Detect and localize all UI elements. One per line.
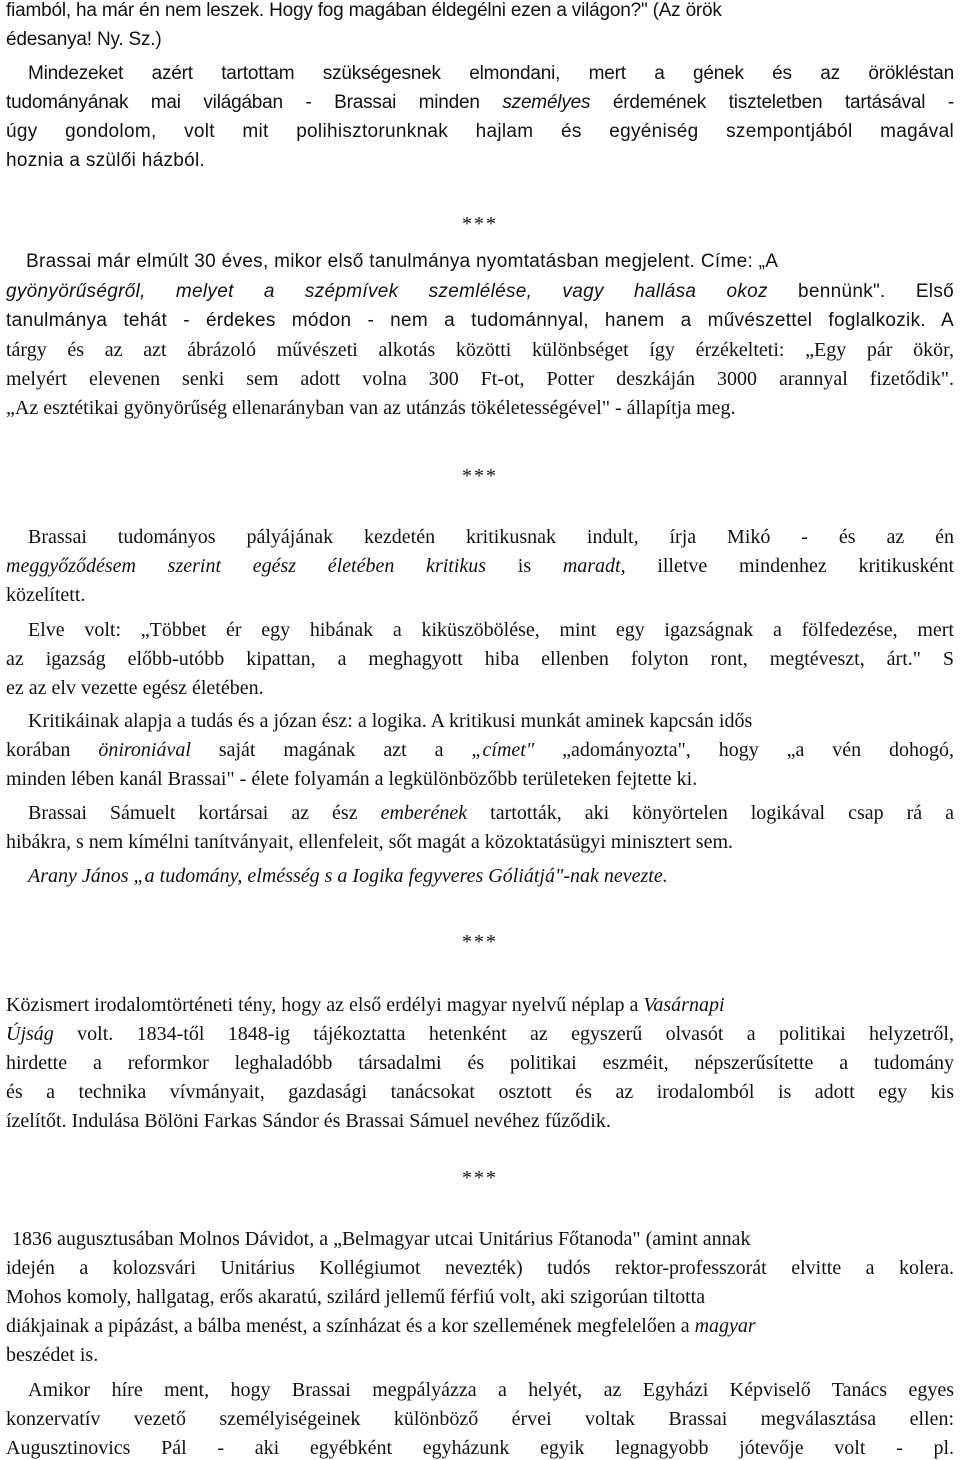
section-separator xyxy=(0,462,960,492)
italic-text: magyar xyxy=(694,1315,756,1337)
text-line xyxy=(6,552,954,582)
text-line xyxy=(6,1434,954,1460)
section-separator xyxy=(0,928,960,958)
italic-text: Újság xyxy=(6,1023,54,1045)
italic-text: személyes xyxy=(502,92,591,113)
italic-text: maradt, xyxy=(562,555,626,577)
text-segment: saját magának azt a xyxy=(190,739,472,761)
text-segment: volt. 1834-től 1848-ig tájékoztatta hetenként az egyszerű olvasót a politikai helyzetről, xyxy=(53,1023,954,1045)
text-segment: úgy gondolom, volt mit polihisztorunknak hajlam és egyéniség szempontjából magával xyxy=(6,121,954,142)
text-line xyxy=(6,59,954,89)
text-segment: Címe: „A xyxy=(700,251,779,272)
text-segment: bennünk". Első xyxy=(767,281,954,302)
text-line xyxy=(6,117,954,147)
text-line xyxy=(6,862,954,892)
text-segment: Brassai már elmúlt 30 éves, mikor első tanulmánya nyomtatásban megjelent. xyxy=(26,251,701,272)
text-line xyxy=(6,306,954,336)
text-segment: Közismert irodalomtörténeti tény, hogy az első erdélyi magyar nyelvű néplap a xyxy=(6,994,644,1016)
text-line xyxy=(6,277,954,307)
text-line xyxy=(6,1376,954,1406)
text-segment: hirdette a reformkor leghaladóbb társadalmi és politikai eszméit, népszerűsítette a tudomány xyxy=(6,1052,954,1074)
italic-text: meggyőződésem szerint egész életében kritikus xyxy=(6,555,487,577)
text-segment: Amikor híre ment, hogy Brassai megpályázza a helyét, az Egyházi Képviselő Tanács egyes xyxy=(28,1379,954,1401)
text-line xyxy=(6,707,954,737)
text-segment: 1836 augusztusában Molnos Dávidot, a „Belmagyar utcai Unitárius Főtanoda" (amint annak xyxy=(12,1228,751,1250)
text-line xyxy=(6,828,954,858)
text-segment: konzervatív vezető személyiségeinek különböző érvei voltak Brassai megválasztása ellen: xyxy=(6,1408,954,1430)
text-segment: az igazság előbb-utóbb kipattan, a meghagyott hiba ellenben folyton ront, megtéveszt, árt." S xyxy=(6,648,954,670)
text-segment: melyért elevenen senki sem adott volna 300 Ft-ot, Potter deszkáján 3000 arannyal fizetődik". xyxy=(6,368,954,390)
italic-text: emberének xyxy=(380,802,468,824)
text-segment: „adományozta", hogy „a vén dohogó, xyxy=(534,739,955,761)
text-segment: tartották, aki könyörtelen logikával csap rá a xyxy=(467,802,954,824)
text-line xyxy=(6,1078,954,1108)
text-segment: közelített. xyxy=(6,584,86,606)
text-line xyxy=(6,1312,954,1342)
text-segment: korában xyxy=(6,739,99,761)
text-line xyxy=(6,523,954,553)
text-segment: Kritikáinak alapja a tudás és a józan ész: a logika. A kritikusi munkát aminek kapcsán idős xyxy=(28,710,753,732)
section-separator xyxy=(0,210,960,240)
text-segment: ízelítőt. Indulása Bölöni Farkas Sándor és Brassai Sámuel nevéhez fűződik. xyxy=(6,1110,611,1132)
text-line xyxy=(6,1283,954,1313)
text-segment: Augusztinovics Pál - aki egyébként egyházunk egyik legnagyobb jótevője volt - pl. xyxy=(6,1437,954,1459)
text-line xyxy=(6,88,954,118)
text-line xyxy=(6,0,954,26)
text-line xyxy=(6,765,954,795)
text-line xyxy=(6,581,954,611)
text-segment: tudományának mai világában - Brassai minden xyxy=(6,92,503,113)
text-line xyxy=(6,394,954,424)
text-segment: ez az elv vezette egész életében. xyxy=(6,677,264,699)
text-line xyxy=(6,799,954,829)
text-segment: Elve volt: „Többet ér egy hibának a kiküszöbölése, mint egy igazságnak a fölfedezése, mert xyxy=(28,619,954,641)
text-segment: *** xyxy=(462,465,498,487)
text-line xyxy=(6,991,954,1021)
text-line xyxy=(6,247,954,277)
text-segment: tanulmánya tehát - érdekes módon - nem a tudománnyal, hanem a művészettel foglalkozik. A xyxy=(6,310,954,331)
text-segment: tárgy és az azt ábrázoló művészeti alkotás közötti különbséget így érzékelteti: „Egy pár ökör, xyxy=(6,339,954,361)
italic-text: „címet" xyxy=(471,739,535,761)
text-segment: diákjainak a pipázást, a bálba menést, a színházat és a kor szellemének megfelelően a xyxy=(6,1315,695,1337)
text-segment: *** xyxy=(462,931,498,953)
text-segment: és a technika vívmányait, gazdasági tanácsokat osztott és az irodalomból is adott egy kis xyxy=(6,1081,954,1103)
text-segment: Mindezeket azért tartottam szükségesnek elmondani, mert a gének és az örökléstan xyxy=(28,63,954,84)
text-segment: Brassai tudományos pályájának kezdetén kritikusnak indult, írja Mikó - és az én xyxy=(28,526,954,548)
text-line xyxy=(6,1254,954,1284)
text-segment: *** xyxy=(462,1167,498,1189)
text-line xyxy=(6,616,954,646)
text-line xyxy=(6,674,954,704)
text-segment: Mohos komoly, hallgatag, erős akaratú, szilárd jellemű férfiú volt, aki szigorúan tiltotta xyxy=(6,1286,706,1308)
text-segment: Brassai Sámuelt kortársai az ész xyxy=(28,802,381,824)
text-line xyxy=(6,645,954,675)
italic-text: Arany János „a tudomány, elmésség s a Iogika fegyveres Góliátjá"-nak nevezte. xyxy=(28,865,668,887)
text-segment: beszédet is. xyxy=(6,1344,99,1366)
text-line xyxy=(6,146,954,176)
text-line xyxy=(6,1020,954,1050)
text-segment: *** xyxy=(462,213,498,235)
text-line xyxy=(6,25,954,55)
section-separator xyxy=(0,1164,960,1194)
text-segment: édesanya! Ny. Sz.) xyxy=(6,29,162,50)
text-line xyxy=(6,1049,954,1079)
text-segment: hoznia a szülői házból. xyxy=(6,150,206,171)
text-line xyxy=(6,1405,954,1435)
text-segment: minden lében kanál Brassai" - élete folyamán a legkülönbözőbb területeken fejtette ki. xyxy=(6,768,698,790)
text-line xyxy=(6,1225,954,1255)
text-segment: hibákra, s nem kímélni tanítványait, ellenfeleit, sőt magát a közoktatásügyi minisztert sem. xyxy=(6,831,734,853)
italic-text: Vasárnapi xyxy=(643,994,725,1016)
text-line xyxy=(6,736,954,766)
text-line xyxy=(6,1341,954,1371)
text-line xyxy=(6,365,954,395)
text-segment: „Az esztétikai gyönyörűség ellenarányban van az utánzás tökéletességével" - állapítja meg. xyxy=(6,397,736,419)
italic-text: önironiával xyxy=(98,739,191,761)
text-line xyxy=(6,336,954,366)
text-line xyxy=(6,1107,954,1137)
text-segment: is xyxy=(486,555,563,577)
text-segment: fiamból, ha már én nem leszek. Hogy fog magában éldegélni ezen a világon?" (Az örök xyxy=(6,0,722,21)
text-segment: érdemének tiszteletben tartásával - xyxy=(590,92,954,113)
text-segment: illetve mindenhez kritikusként xyxy=(625,555,954,577)
italic-text: gyönyörűségről, melyet a szépmívek szemlélése, vagy hallása okoz xyxy=(6,281,768,302)
text-segment: idején a kolozsvári Unitárius Kollégiumot nevezték) tudós rektor-professzorát elvitte a kolera. xyxy=(6,1257,954,1279)
